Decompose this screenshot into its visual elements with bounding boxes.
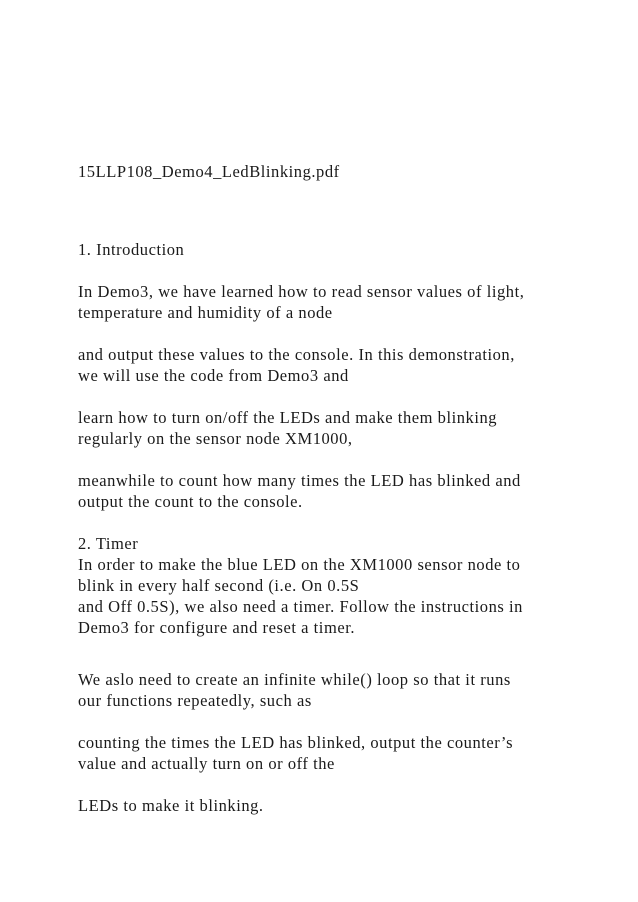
timer-paragraph-1-line-3: and Off 0.5S), we also need a timer. Follow the instructions in	[78, 597, 523, 616]
intro-paragraph-2-line-2: we will use the code from Demo3 and	[78, 366, 349, 385]
intro-paragraph-3-line-2: regularly on the sensor node XM1000,	[78, 429, 353, 448]
intro-paragraph-4-line-1: meanwhile to count how many times the LED has blinked and	[78, 471, 521, 490]
timer-paragraph-1-line-4: Demo3 for configure and reset a timer.	[78, 618, 356, 637]
intro-paragraph-3-line-1: learn how to turn on/off the LEDs and make them blinking	[78, 408, 498, 427]
timer-paragraph-2-line-1: We aslo need to create an infinite while() loop so that it runs	[78, 670, 511, 689]
timer-paragraph-1-line-2: blink in every half second (i.e. On 0.5S	[78, 576, 360, 595]
timer-paragraph-3-line-2: value and actually turn on or off the	[78, 754, 335, 773]
timer-paragraph-4-line-1: LEDs to make it blinking.	[78, 796, 264, 815]
timer-paragraph-1-line-1: In order to make the blue LED on the XM1000 sensor node to	[78, 555, 521, 574]
intro-paragraph-4-line-2: output the count to the console.	[78, 492, 303, 511]
timer-paragraph-3-line-1: counting the times the LED has blinked, output the counter’s	[78, 733, 514, 752]
intro-paragraph-1-line-1: In Demo3, we have learned how to read sensor values of light,	[78, 282, 525, 301]
intro-paragraph-1-line-2: temperature and humidity of a node	[78, 303, 333, 322]
section-heading-introduction: 1. Introduction	[78, 240, 185, 259]
timer-paragraph-2-line-2: our functions repeatedly, such as	[78, 691, 312, 710]
document-title: 15LLP108_Demo4_LedBlinking.pdf	[78, 162, 340, 181]
section-heading-timer: 2. Timer	[78, 534, 139, 553]
intro-paragraph-2-line-1: and output these values to the console. In this demonstration,	[78, 345, 515, 364]
